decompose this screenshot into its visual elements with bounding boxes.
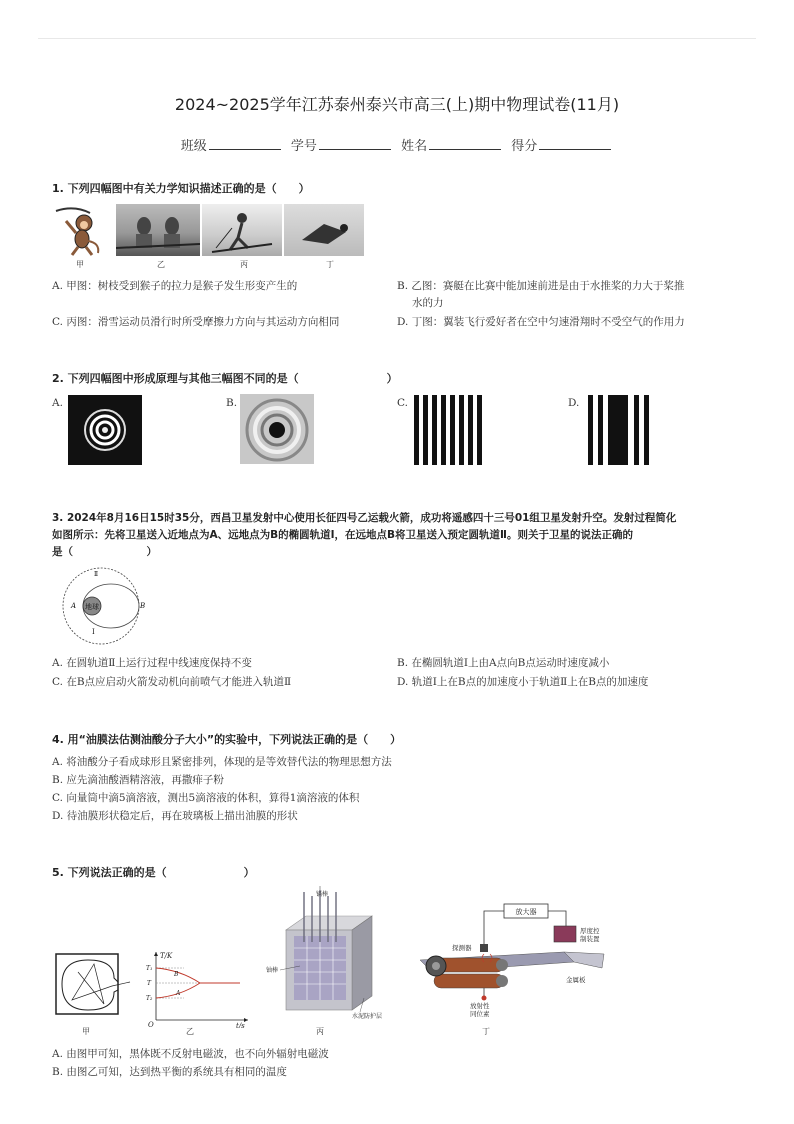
q4-option-b[interactable]: B. 应先滴油酸酒精溶液，再撒痱子粉	[52, 774, 224, 786]
q2-label-c[interactable]: C.	[397, 397, 408, 409]
top-rule	[38, 38, 756, 39]
q5-graph-t: T	[147, 980, 152, 987]
id-field[interactable]	[319, 138, 391, 150]
q3-point-a: A	[71, 602, 77, 610]
name-field[interactable]	[429, 138, 501, 150]
q2-label-b[interactable]: B.	[226, 397, 238, 409]
q3-option-c[interactable]: C. 在B点应启动火箭发动机向前喷气才能进入轨道Ⅱ	[52, 676, 292, 688]
q5-graph-origin: O	[148, 1021, 154, 1028]
q3-earth-label: 地球	[85, 603, 99, 611]
q2-figure-spot	[240, 394, 314, 464]
q1-caption-b: 乙	[157, 260, 165, 269]
q1-figure-monkey	[54, 203, 108, 257]
q5-gauge-plate: 金属板	[566, 976, 586, 984]
q5-caption-b: 乙	[186, 1027, 194, 1036]
class-label: 班级	[180, 139, 207, 154]
q5-figure-thickness-gauge	[414, 902, 614, 1022]
q5-graph-curve-a: A	[176, 990, 181, 997]
q5-graph-t2: T₂	[146, 995, 153, 1002]
q3-stem-line3: 是（ ）	[52, 546, 157, 558]
q1-option-b-cont: 水的力	[412, 297, 444, 309]
q2-label-d[interactable]: D.	[568, 397, 580, 409]
q3-stem-line2: 如图所示：先将卫星送入近地点为A、远地点为B的椭圆轨道Ⅰ，在远地点B将卫星送入预定圆轨道Ⅱ。则关于卫星的说法正确的	[52, 529, 633, 541]
q1-photo-rowing	[116, 204, 200, 256]
q5-graph-t1: T₁	[146, 965, 153, 972]
q3-orbit1-label: Ⅰ	[92, 628, 95, 636]
q5-caption-c: 丙	[316, 1027, 324, 1036]
name-label: 姓名	[401, 139, 428, 154]
q5-stem: 5. 下列说法正确的是（ ）	[52, 866, 255, 879]
q1-option-a[interactable]: A. 甲图：树枝受到猴子的拉力是猴子发生形变产生的	[52, 280, 298, 292]
q3-point-b: B	[140, 602, 146, 610]
q1-stem: 1. 下列四幅图中有关力学知识描述正确的是（ ）	[52, 182, 310, 195]
q3-option-b[interactable]: B. 在椭圆轨道Ⅰ上由A点向B点运动时速度减小	[397, 657, 610, 669]
q5-option-a[interactable]: A. 由图甲可知，黑体既不反射电磁波，也不向外辐射电磁波	[52, 1048, 329, 1060]
score-label: 得分	[511, 139, 538, 154]
q1-option-d[interactable]: D. 丁图：翼装飞行爱好者在空中匀速滑翔时不受空气的作用力	[397, 316, 685, 328]
q5-caption-a: 甲	[82, 1027, 90, 1036]
q5-figure-temp-graph	[140, 948, 252, 1028]
q5-gauge-source-1: 放射性	[470, 1002, 490, 1010]
q1-photo-skiing	[202, 204, 282, 256]
q5-gauge-source-2: 同位素	[470, 1010, 490, 1018]
q4-option-a[interactable]: A. 将油酸分子看成球形且紧密排列，体现的是等效替代法的物理思想方法	[52, 756, 392, 768]
q2-figure-rings	[68, 395, 142, 465]
q5-gauge-control-1: 厚度控	[580, 927, 600, 935]
q2-stem: 2. 下列四幅图中形成原理与其他三幅图不同的是（ ）	[52, 372, 398, 385]
q3-stem-line1: 3. 2024年8月16日15时35分，西昌卫星发射中心使用长征四号乙运载火箭，成功将遥感四十三号01组卫星发射升空。发射过程简化	[52, 512, 677, 524]
q1-option-c[interactable]: C. 丙图：滑雪运动员滑行时所受摩擦力方向与其运动方向相同	[52, 316, 340, 328]
q5-gauge-detector: 探测器	[452, 944, 472, 952]
q5-gauge-amplifier: 放大器	[515, 908, 537, 916]
q1-caption-d: 丁	[326, 260, 334, 269]
q1-caption-a: 甲	[76, 260, 84, 269]
q2-figure-even-stripes	[412, 395, 484, 465]
q3-option-a[interactable]: A. 在圆轨道Ⅱ上运行过程中线速度保持不变	[52, 657, 252, 669]
q2-figure-uneven-stripes	[586, 395, 656, 465]
q5-figure-blackbody	[54, 952, 134, 1018]
q4-option-c[interactable]: C. 向量筒中滴5滴溶液，测出5滴溶液的体积，算得1滴溶液的体积	[52, 792, 360, 804]
q3-orbit2-label: Ⅱ	[94, 571, 99, 578]
q3-option-d[interactable]: D. 轨道Ⅰ上在B点的加速度小于轨道Ⅱ上在B点的加速度	[397, 676, 649, 688]
q5-reactor-shield: 水泥防护层	[352, 1013, 383, 1020]
q4-stem: 4. 用“油膜法估测油酸分子大小”的实验中，下列说法正确的是（ ）	[52, 733, 402, 746]
class-field[interactable]	[209, 138, 281, 150]
score-field[interactable]	[539, 138, 611, 150]
q1-option-b[interactable]: B. 乙图：赛艇在比赛中能加速前进是由于水推桨的力大于桨推	[397, 280, 685, 292]
q5-reactor-cadmium: 镉棒	[316, 891, 329, 898]
q2-label-a[interactable]: A.	[52, 397, 63, 409]
page-title: 2024~2025学年江苏泰州泰兴市高三(上)期中物理试卷(11月)	[174, 95, 620, 114]
id-label: 学号	[290, 139, 317, 154]
q5-caption-d: 丁	[482, 1027, 490, 1036]
q5-reactor-uranium: 铀棒	[266, 967, 279, 974]
student-info-row	[0, 135, 794, 154]
q5-graph-xaxis: t/s	[236, 1022, 245, 1028]
q1-photo-wingsuit	[284, 204, 364, 256]
q5-figure-reactor	[264, 886, 392, 1026]
q1-caption-c: 丙	[240, 260, 248, 269]
q5-graph-curve-b: B	[174, 971, 179, 978]
q5-gauge-control-2: 制装置	[580, 935, 600, 943]
q5-graph-yaxis: T/K	[160, 952, 173, 960]
q4-option-d[interactable]: D. 待油膜形状稳定后，再在玻璃板上描出油膜的形状	[52, 810, 298, 822]
q5-option-b[interactable]: B. 由图乙可知，达到热平衡的系统具有相同的温度	[52, 1066, 287, 1078]
q3-orbit-diagram	[54, 566, 154, 648]
